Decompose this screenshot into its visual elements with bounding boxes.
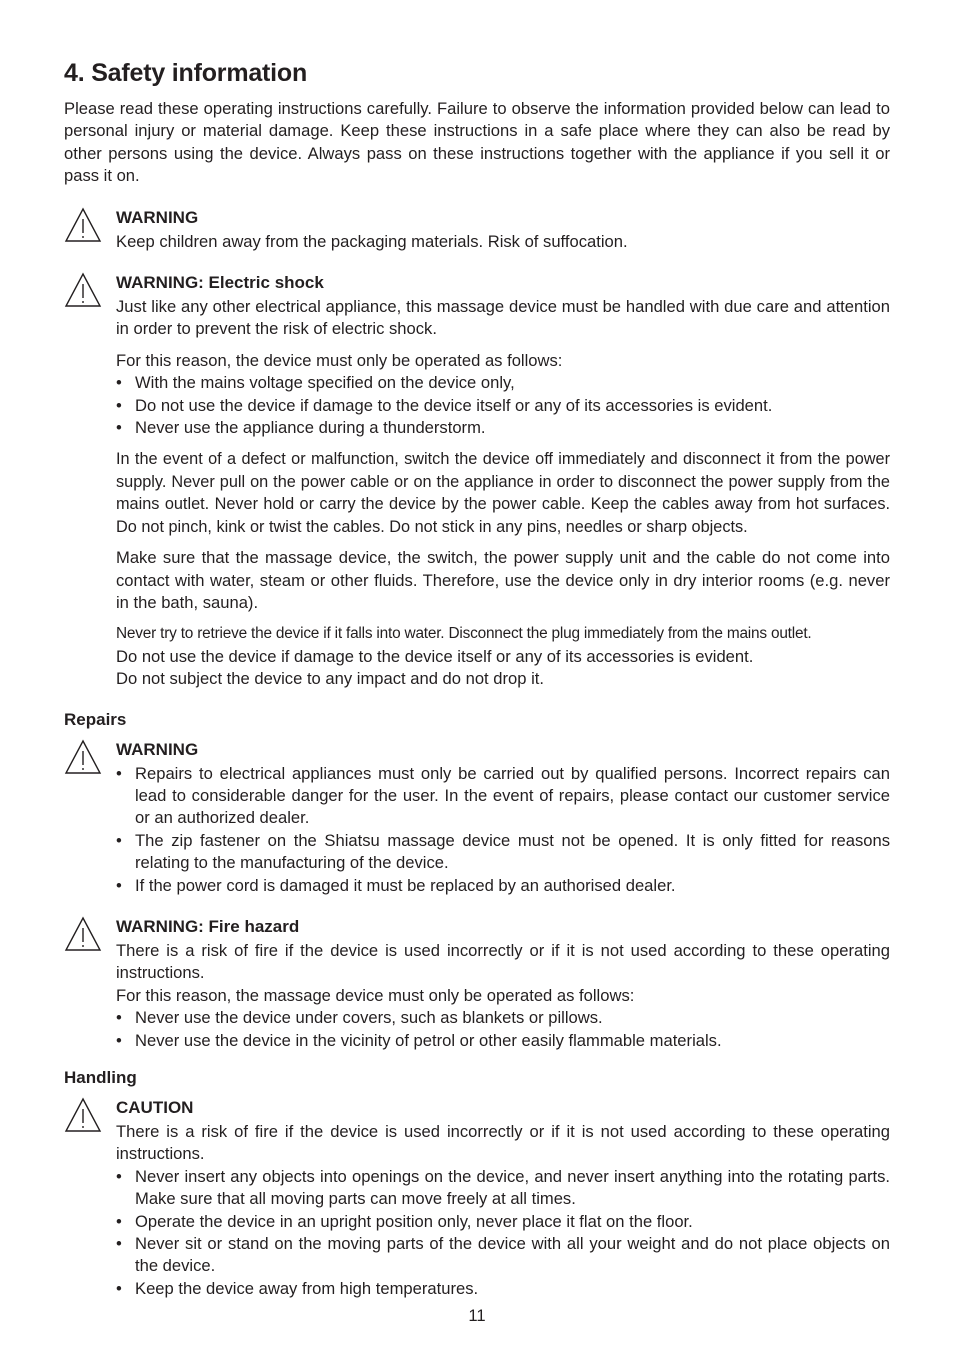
page-title: 4. Safety information: [64, 59, 308, 87]
list-item: • Repairs to electrical appliances must only be carried out by qualified persons. Incorrect repairs can lead to considerable danger for the user. In the event of repairs, please contact our customer service or an authorized dealer.: [116, 763, 890, 828]
bullet-icon: •: [116, 1008, 122, 1028]
bullet-icon: •: [116, 1234, 122, 1254]
warning-block-repairs: [64, 737, 890, 897]
bullet-icon: •: [116, 373, 122, 393]
list-item: • Never sit or stand on the moving parts of the device with all your weight and do not place objects on the device.: [116, 1234, 890, 1276]
list-item: • Do not use the device if damage to the device itself or any of its accessories is evident.: [116, 395, 890, 417]
electric-paragraph-5a: Never try to retrieve the device if it falls into water. Disconnect the plug immediately from the mains outlet.: [116, 625, 812, 643]
fire-bullet-list: [116, 1007, 890, 1052]
warning-heading: WARNING: [116, 739, 199, 759]
bullet-icon: •: [116, 1211, 122, 1231]
repairs-bullet-list: [116, 763, 890, 897]
warning-heading: WARNING: Electric shock: [116, 273, 324, 293]
handling-bullet-list: [116, 1166, 890, 1300]
electric-paragraph-1: Just like any other electrical appliance, this massage device must be handled with due care and attention in order to prevent the risk of electric shock.: [116, 297, 890, 339]
warning-block-children: [64, 205, 890, 253]
page-content: [64, 56, 890, 1300]
electric-paragraph-4: Make sure that the massage device, the switch, the power supply unit and the cable do not come into contact with water, steam or other fluids. Therefore, use the device only in dry interior rooms (e.g. never in the bath, sauna).: [116, 548, 890, 612]
warning-heading: WARNING: [116, 207, 199, 227]
electric-paragraph-2: For this reason, the device must only be operated as follows:: [116, 350, 563, 370]
electric-paragraph-5b: Do not use the device if damage to the device itself or any of its accessories is evident.: [116, 646, 754, 666]
warning-text: Keep children away from the packaging materials. Risk of suffocation.: [116, 231, 628, 251]
warning-block-fire-hazard: [64, 914, 890, 1052]
section-heading-repairs: Repairs: [64, 709, 127, 729]
warning-block-electric-shock: [64, 270, 890, 691]
section-heading-handling: Handling: [64, 1068, 137, 1087]
bullet-icon: •: [116, 763, 122, 783]
warning-triangle-icon: [64, 916, 102, 952]
bullet-icon: •: [116, 1166, 122, 1186]
bullet-icon: •: [116, 830, 122, 850]
warning-triangle-icon: [64, 739, 102, 775]
handling-paragraph-1: There is a risk of fire if the device is used incorrectly or if it is not used according to these operating instructions.: [116, 1122, 890, 1164]
fire-paragraph-1: There is a risk of fire if the device is used incorrectly or if it is not used according to these operating instructions.: [116, 940, 890, 983]
page-number: 11: [468, 1306, 486, 1325]
caution-block-handling: [64, 1095, 890, 1300]
list-item: • Never use the appliance during a thunderstorm.: [116, 417, 890, 439]
fire-paragraph-2: For this reason, the massage device must only be operated as follows:: [116, 985, 635, 1005]
bullet-icon: •: [116, 1278, 122, 1298]
warning-triangle-icon: [64, 1097, 102, 1133]
electric-paragraph-3: In the event of a defect or malfunction, switch the device off immediately and disconnect it from the power supply. Never pull on the power cable or on the appliance in order to disconnect the power supply from the mains outlet. Never hold or carry the device by the power cable. Keep the cables away from hot surfaces. Do not pinch, kink or twist the cables. Do not stick in any pins, needles or sharp objects.: [116, 450, 890, 536]
caution-heading: CAUTION: [116, 1098, 194, 1117]
bullet-icon: •: [116, 395, 122, 415]
warning-triangle-icon: [64, 207, 102, 243]
list-item: • Never use the device under covers, such as blankets or pillows.: [116, 1007, 890, 1029]
bullet-icon: •: [116, 1030, 122, 1050]
list-item: • With the mains voltage specified on the device only,: [116, 372, 890, 394]
list-item: • Never insert any objects into openings on the device, and never insert anything into the rotating parts. Make sure that all moving parts can move freely at all times.: [116, 1166, 890, 1209]
warning-triangle-icon: [64, 272, 102, 308]
bullet-icon: •: [116, 418, 122, 438]
warning-heading: WARNING: Fire hazard: [116, 916, 300, 936]
intro-paragraph: Please read these operating instructions carefully. Failure to observe the information provided below can lead to personal injury or material damage. Keep these instructions in a safe place where they can also be read by other persons using the device. Always pass on these instructions together with the appliance if you sell it or pass it on.: [64, 99, 890, 186]
list-item: • Never use the device in the vicinity of petrol or other easily flammable materials.: [116, 1030, 890, 1052]
list-item: • Keep the device away from high temperatures.: [116, 1278, 890, 1300]
list-item: • If the power cord is damaged it must be replaced by an authorised dealer.: [116, 875, 890, 897]
electric-bullet-list: [116, 372, 890, 439]
list-item: • Operate the device in an upright position only, never place it flat on the floor.: [116, 1211, 890, 1233]
bullet-icon: •: [116, 875, 122, 895]
electric-paragraph-5c: Do not subject the device to any impact and do not drop it.: [116, 669, 545, 689]
list-item: • The zip fastener on the Shiatsu massage device must not be opened. It is only fitted for reasons relating to the manufacturing of the device.: [116, 830, 890, 873]
